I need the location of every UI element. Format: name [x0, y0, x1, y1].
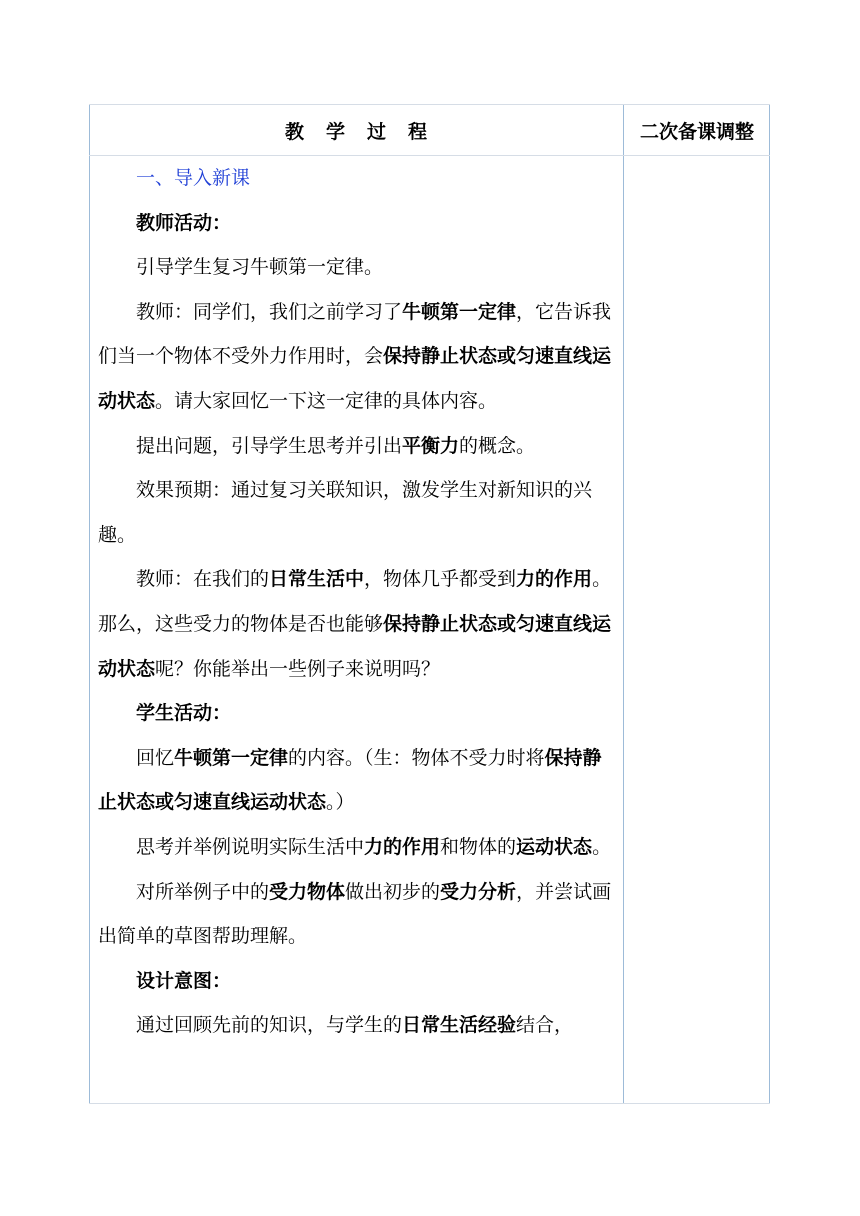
table-left-border	[89, 104, 90, 1104]
teacher-activity-label: 教师活动：	[136, 211, 232, 234]
paragraph-effect: 效果预期：通过复习关联知识，激发学生对新知识的兴趣。	[98, 479, 593, 546]
paragraph-recall: 回忆牛顿第一定律的内容。（生：物体不受力时将保持静止状态或匀速直线运动状态。）	[98, 746, 602, 814]
header-teaching-process: 教学过程	[284, 120, 449, 143]
paragraph-teacher-question: 教师：在我们的日常生活中，物体几乎都受到力的作用。那么，这些受力的物体是否也能够保持静止状态或匀速直线运动状态呢？你能举出一些例子来说明吗？	[98, 568, 612, 680]
paragraph-analyze: 对所举例子中的受力物体做出初步的受力分析，并尝试画出简单的草图帮助理解。	[98, 880, 612, 948]
paragraph-teacher-intro: 教师：同学们，我们之前学习了牛顿第一定律，它告诉我们当一个物体不受外力作用时，会保持静止状态或匀速直线运动状态。请大家回忆一下这一定律的具体内容。	[98, 300, 612, 412]
design-intent-label: 设计意图：	[136, 969, 232, 992]
paragraph-design: 通过回顾先前的知识，与学生的日常生活经验结合，	[136, 1014, 574, 1037]
student-activity-label: 学生活动：	[136, 702, 232, 725]
table-bottom-border	[89, 1103, 770, 1104]
paragraph-think: 思考并举例说明实际生活中力的作用和物体的运动状态。	[136, 835, 612, 858]
lesson-table	[89, 104, 770, 1104]
table-column-divider	[623, 104, 624, 1104]
teaching-process-content	[98, 156, 616, 1048]
paragraph-question: 提出问题，引导学生思考并引出平衡力的概念。	[136, 434, 536, 457]
section-title: 一、导入新课	[136, 167, 251, 189]
paragraph-review: 引导学生复习牛顿第一定律。	[136, 256, 384, 279]
table-right-border	[769, 104, 770, 1104]
header-second-preparation: 二次备课调整	[639, 120, 754, 143]
